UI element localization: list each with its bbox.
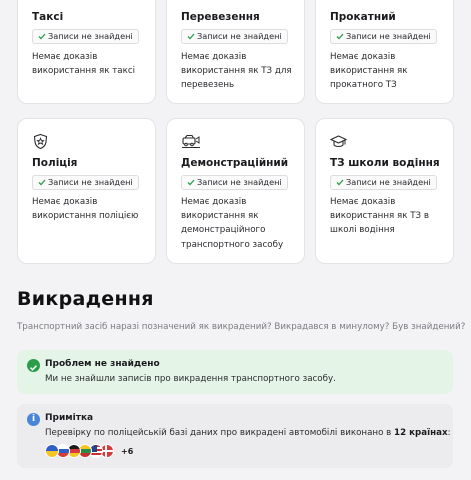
badge-label: Записи не знайдені xyxy=(48,31,133,41)
badge-label: Записи не знайдені xyxy=(346,31,431,41)
police-card xyxy=(17,118,156,264)
countries-count: 12 країнах xyxy=(394,428,448,438)
alert-title: Проблем не знайдено xyxy=(45,359,160,369)
check-icon xyxy=(38,30,46,43)
note-title: Примітка xyxy=(45,413,94,423)
note-text-start: Перевірку по поліцейській базі даних про викрадені автомобілі виконано в xyxy=(45,428,395,438)
alert-text: Ми не знайшли записів про викрадення транспортного засобу. xyxy=(45,374,336,384)
note-text xyxy=(45,428,451,438)
status-badge xyxy=(181,29,288,44)
card-description: Немає доказів використання як таксі xyxy=(32,52,136,77)
note-alert xyxy=(17,404,453,468)
theft-section-title: Викрадення xyxy=(17,288,154,310)
status-badge xyxy=(181,175,288,190)
badge-label: Записи не знайдені xyxy=(197,31,282,41)
check-icon xyxy=(187,30,195,43)
status-badge xyxy=(32,29,139,44)
check-icon xyxy=(187,176,195,189)
theft-section-subtitle: Транспортний засіб наразі позначений як викрадений? Викрадався в минулому? Був знайдений? xyxy=(17,322,466,332)
card-title: Перевезення xyxy=(181,11,260,23)
check-icon xyxy=(336,30,344,43)
check-icon xyxy=(38,176,46,189)
badge-label: Записи не знайдені xyxy=(346,177,431,187)
card-description: Немає доказів використання як ТЗ в школі водіння xyxy=(330,197,429,236)
taxi-card xyxy=(17,0,156,104)
note-text-end: : xyxy=(447,428,451,438)
shipping-card xyxy=(166,0,305,104)
card-description: Немає доказів використання як демонстраційного транспортного засобу xyxy=(181,197,284,250)
card-title: Поліція xyxy=(32,157,78,169)
check-icon xyxy=(336,176,344,189)
flag-ukraine-icon xyxy=(45,444,59,458)
demo-car-icon xyxy=(181,133,201,150)
status-badge xyxy=(32,175,139,190)
card-description: Немає доказів використання поліцією xyxy=(32,197,139,222)
card-description: Немає доказів використання як прокатного ТЗ xyxy=(330,52,408,91)
card-description: Немає доказів використання як ТЗ для перевезень xyxy=(181,52,292,91)
country-flags xyxy=(45,444,133,458)
no-problems-alert xyxy=(17,350,453,394)
card-title: Прокатний xyxy=(330,11,396,23)
driving-school-card xyxy=(315,118,454,264)
badge-label: Записи не знайдені xyxy=(48,177,133,187)
card-title: Таксі xyxy=(32,11,64,23)
more-countries-count[interactable]: +6 xyxy=(121,446,134,456)
status-badge xyxy=(330,29,437,44)
status-badge xyxy=(330,175,437,190)
police-badge-icon xyxy=(32,133,49,150)
card-title: ТЗ школи водіння xyxy=(330,157,440,169)
badge-label: Записи не знайдені xyxy=(197,177,282,187)
success-check-icon xyxy=(27,359,40,372)
graduation-cap-icon xyxy=(330,133,347,150)
demo-card xyxy=(166,118,305,264)
card-title: Демонстраційний xyxy=(181,157,289,169)
rental-card xyxy=(315,0,454,104)
info-icon: i xyxy=(27,413,40,426)
